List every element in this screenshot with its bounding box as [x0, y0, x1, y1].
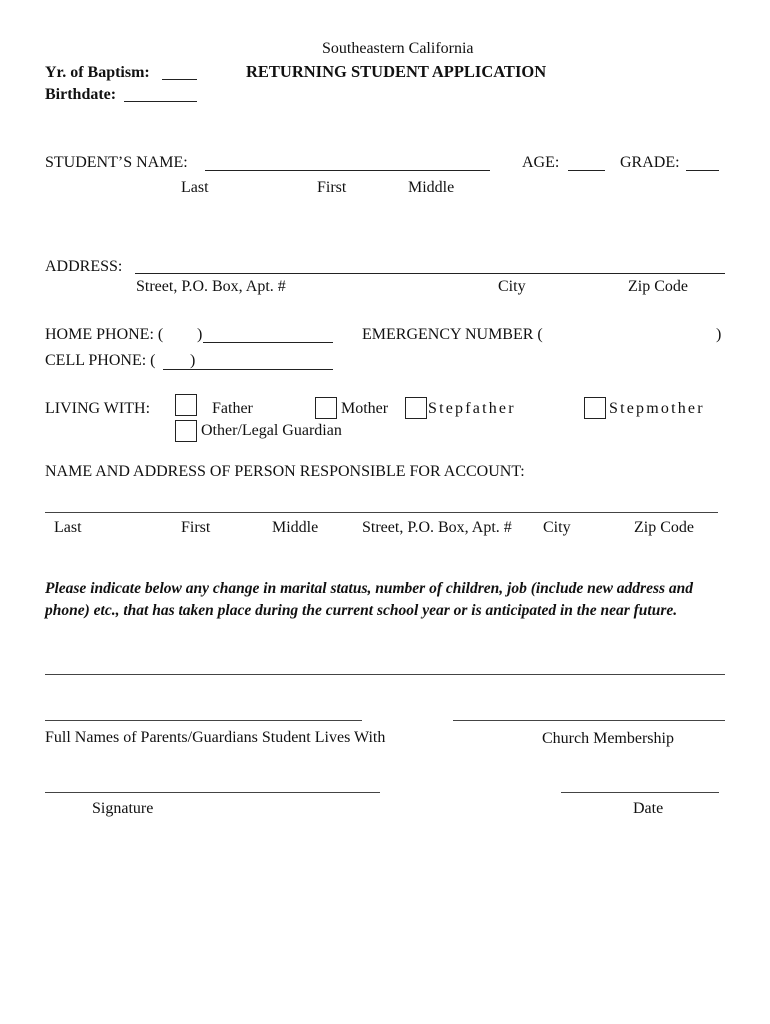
guardian-label: Other/Legal Guardian: [201, 422, 342, 439]
student-sub-first: First: [317, 179, 347, 196]
address-sub-city: City: [498, 278, 526, 295]
father-label: Father: [212, 400, 253, 417]
signature-label: Signature: [92, 800, 154, 817]
cell-phone-label: CELL PHONE: (: [45, 352, 156, 369]
account-sub-middle: Middle: [272, 519, 319, 536]
account-sub-zip: Zip Code: [634, 519, 694, 536]
father-checkbox[interactable]: [175, 394, 197, 416]
grade-label: GRADE:: [620, 154, 680, 171]
cell-phone-paren: ): [190, 352, 196, 369]
student-sub-middle: Middle: [408, 179, 455, 196]
living-with-label: LIVING WITH:: [45, 400, 151, 417]
stepmother-checkbox[interactable]: [584, 397, 606, 419]
home-phone-label: HOME PHONE: (: [45, 326, 164, 343]
student-sub-last: Last: [181, 179, 209, 196]
change-notes-field[interactable]: [45, 674, 725, 675]
address-sub-zip: Zip Code: [628, 278, 688, 295]
age-field[interactable]: [568, 170, 605, 171]
baptism-field[interactable]: [162, 79, 197, 80]
age-label: AGE:: [522, 154, 560, 171]
emergency-number-label: EMERGENCY NUMBER (: [362, 326, 543, 343]
birthdate-field[interactable]: [124, 101, 197, 102]
cell-phone-field[interactable]: [198, 369, 333, 370]
church-membership-field[interactable]: [453, 720, 725, 721]
address-field[interactable]: [135, 273, 725, 274]
stepfather-checkbox[interactable]: [405, 397, 427, 419]
account-sub-city: City: [543, 519, 571, 536]
parents-names-label: Full Names of Parents/Guardians Student Lives With: [45, 729, 386, 746]
account-sub-street: Street, P.O. Box, Apt. #: [362, 519, 512, 536]
student-name-label: STUDENT’S NAME:: [45, 154, 188, 171]
guardian-checkbox[interactable]: [175, 420, 197, 442]
address-sub-street: Street, P.O. Box, Apt. #: [136, 278, 286, 295]
change-instructions: Please indicate below any change in marital status, number of children, job (include new address and phone) etc., that has taken place during the current school year or is anticipated in the near future.: [45, 580, 694, 619]
stepfather-label: Stepfather: [428, 400, 516, 417]
mother-label: Mother: [341, 400, 389, 417]
account-sub-first: First: [181, 519, 211, 536]
account-sub-last: Last: [54, 519, 82, 536]
region-heading: Southeastern California: [322, 40, 474, 57]
parents-names-field[interactable]: [45, 720, 362, 721]
home-phone-paren: ): [197, 326, 203, 343]
birthdate-label: Birthdate:: [45, 86, 117, 103]
home-phone-field[interactable]: [203, 342, 333, 343]
emergency-number-close: ): [716, 326, 722, 343]
form-title: RETURNING STUDENT APPLICATION: [246, 62, 547, 81]
address-label: ADDRESS:: [45, 258, 123, 275]
account-label: NAME AND ADDRESS OF PERSON RESPONSIBLE FOR ACCOUNT:: [45, 463, 525, 480]
account-field[interactable]: [45, 512, 718, 513]
grade-field[interactable]: [686, 170, 719, 171]
signature-field[interactable]: [45, 792, 380, 793]
church-membership-label: Church Membership: [542, 730, 674, 747]
date-field[interactable]: [561, 792, 719, 793]
mother-checkbox[interactable]: [315, 397, 337, 419]
student-name-field[interactable]: [205, 170, 490, 171]
date-label: Date: [633, 800, 664, 817]
stepmother-label: Stepmother: [609, 400, 705, 417]
baptism-label: Yr. of Baptism:: [45, 64, 150, 81]
